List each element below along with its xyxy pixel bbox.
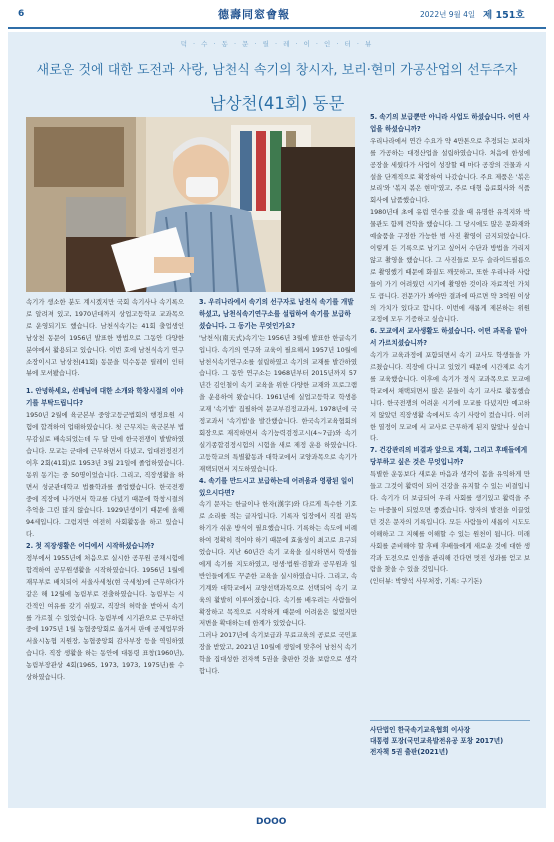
question-1: 1. 안녕하세요, 선배님에 대한 소개와 학창시절의 이야기를 부탁드립니다?	[26, 387, 184, 408]
header-rule	[8, 27, 546, 29]
profile-line-3: 전자책 5권 출판(2021년)	[370, 748, 449, 756]
question-2: 2. 첫 직장생활은 어디에서 시작하셨습니까?	[26, 542, 155, 551]
interview-photo	[26, 117, 355, 292]
headline: 새로운 것에 대한 도전과 사랑, 남천식 속기의 창시자, 보리·현미 가공산업의 선두주자	[36, 63, 518, 78]
answer-4: 속기 문자는 한글이나 한자(漢字)와 다르게 특수한 기호로 소리를 적는 글자입니다. 기록자 입장에서 직접 판독하기가 쉬운 방식이 필요했습니다. 기록하는 속도에 비례하여 정확히 적어야 하기 때문에 효율성이 최고로 요구되었습니다. 지난 60년간 속기 교육을 실시하면서 학생들에게 속기를 지도하였고, 평생·법원·검찰과 공무원과 일반인들에게도 꾸준한 교육을 실시하였습니다. 그리고, 속기계와 대학교에서 교양선택과목으로 선택되어 속기 교육의 활발히 이루어졌습니다. 속기를 배우려는 사람들이 확장하고 목적으로 시작하게 때문에 어려움은 없었지만 저변을 확대하는데 한계가 있었습니다.	[199, 500, 357, 628]
profile-line-2: 대통령 포장(국민교육발전유공 포창 2017년)	[370, 737, 504, 745]
issue-number: 제 151호	[483, 10, 525, 21]
subject-name: 남상천(41회) 동문	[209, 94, 345, 113]
answer-6: 속기가 교육과정에 포함되면서 속기 교사도 학생들을 가르쳤습니다. 직장에 다니고 있었기 때문에 시간제로 속기를 교육했습니다. 이후에 속기가 정식 교과목으로 모교에 학교에서 채택되면서 많은 분들이 속기 교사로 활동했습니다. 한국전쟁의 어려운 시기에 모교를 다녔지만 예고하지 않았던 직장생활 속에서도 속기 사랑이 컸습니다. 이러한 열정이 모교에 서 교사로 근무하게 된지 않았나 싶습니다.	[370, 351, 530, 443]
question-3: 3. 우리나라에서 속기의 선구자로 남천식 속기를 개발하셨고, 남천식속기연구소를 설립하여 속기를 보급하셨습니다. 그 동기는 무엇인가요?	[199, 298, 354, 330]
publication-title: 德壽同窓會報	[218, 8, 290, 21]
column-left	[26, 297, 184, 684]
answer-3: '남천식(南天式)속기'는 1956년 3월에 발표한 한글속기입니다. 속기의 연구와 교육이 필요해서 1957년 10월에 남천식속기연구소를 설립하였고 속기의 교재를 발간하였습니다. 그 동안 연구소는 1968년부터 2015년까지 57년간 김인철이 속기 교육을 위한 다양한 교재와 프로그램을 운용하여 왔습니다. 1961년에 실업고등학교 학생용 교재 '속기법' 집필하여 문교부검정교과서, 1978년에 국정교과서 '속기법'을 발간했습니다. 한국속기교육협회의 회장으로 재직하면서 속기능력검정고시(4~7급)와 속기실기종합검정시험의 시험을 새로 제정 운용 하였습니다. 고등학교의 특별활동과 대학교에서 교양과목으로 속기가 재택되면서 지도하였습니다.	[199, 333, 357, 473]
answer-1: 1950년 2월에 육군본부 중앙고등군법회의 행정요원 시험에 합격하여 업태하였습니다. 첫 근무지는 육군본부 법무감실로 배속되었는데 두 달 만에 한국전쟁이 발발하였습니다. 모교는 군대에 근무하면서 다녔고, 입대전정진기 이후 2회(41회)로 1953년 3월 21일에 졸업하였습니다. 동위 동기는 중 50명이었습니다. 그리고, 직장생활을 하면서 성균관대학교 법률학과를 졸업했습니다. 한국전쟁 중에 직장에 나가면서 학교를 다녔기 때문에 학창시절의 추억을 그린 많지 않습니다. 1929년생이기 때문에 올해 94세입니다. 그럼지만 여전히 사회활동을 하고 있습니다.	[26, 411, 184, 539]
interview-kicker: 덕 · 수 · 동 · 문 · 릴 · 레 · 이 · 인 · 터 · 뷰	[180, 40, 374, 48]
question-6: 6. 모교에서 교사생활도 하셨습니다. 어떤 과목을 맡아서 가르치셨습니까?	[370, 327, 528, 348]
footer-logo: DOOO	[256, 817, 287, 827]
question-7: 7. 건강관리의 비결과 앞으로 계획, 그리고 후배들에게 당부하고 싶은 것은 무엇입니까?	[370, 446, 528, 467]
answer-2: 정부에서 1955년에 처음으로 실시한 공무원 공채시험에 합격하여 공무원생활을 시작하였습니다. 1956년 1월에 재무부로 배치되어 서울사세청(현 국세청)에 근무하다가 같은 해 12월에 농림부로 전출하였습니다. 농림부는 시간적인 여유를 갖기 쉬웠고, 직장의 허락을 받아서 속기를 가르칠 수 있었습니다. 농림부에 시기관으로 근무하던 중에 1975년 1월 농협중앙회로 옮겨서 판매 공제업무와 서울시농협 지원장, 농협중앙회 감사부장 등을 역임하였습니다. 직장 생활을 하는 동안에 대통령 표창(1960년), 농림부장관상 4회(1965, 1973, 1973, 1975년)를 수상하였습니다.	[26, 554, 184, 682]
answer-5: 우리나라에서 연간 수요가 약 4만톤으로 추정되는 보리차를 가공하는 대경산업을 설립하였습니다. 처음에 한성에 공장을 세웠다가 사업이 성장할 때 마다 공장의 건물과 시설을 단계적으로 확장하여 나갔습니다. 주요 제품은 '볶은 보리'와 '볶지 볶은 현미'였고, 주로 대형 음료회사와 식품회사에 납품했습니다.	[370, 136, 530, 205]
page-number: 6	[18, 9, 25, 19]
answer-5-continued: 1980년대 초에 유럽 연수를 갔을 때 유명한 유적지와 박물관도 함께 견학을 했습니다. 그 당시에도 많은 문화재와 예술품을 구경한 가능한 범 사진 촬영이 금지되었습니다. 이렇게 든 기록으로 남기고 싶어서 수단과 방법을 가리지 않고 촬영을 했습니다. 그 사진들로 모두 슬라이드필름으로 촬영했기 때문에 화질도 깨끗하고, 또한 우리나라 사람들이 가기 어려웠던 시기에 촬영한 것이라 자료적인 가치도 큽니다. 전문가가 봐야만 결과에 따르면 약 3억원 이상의 가치가 있다고 합니다. 이번에 새롭게 제본하는 위원 교정에 모두 기증하고 싶습니다.	[370, 208, 530, 324]
page-header	[0, 0, 554, 28]
profile-line-1: 사단법인 한국속기교육협회 이사장	[370, 726, 471, 734]
issue-date: 2022년 9월 4일	[420, 10, 476, 19]
column-middle	[199, 297, 357, 678]
intro-paragraph: 속기가 생소한 분도 계시겠지만 국회 속기사나 속기록으로 알려져 있고, 1970년대까지 상업고등학교 교과목으로 운영되기도 했습니다. 남천식속기는 41회 출업생인 남상천 동문이 1956년 발표한 방법으로 그동안 다양한 분야에서 활용되고 있습니다. 이번 호에 남천식속기 연구소장이시고 남상천(41회) 동문을 덕수동문 릴레이 인터뷰에 모셔봤습니다.	[26, 298, 184, 378]
column-right	[370, 112, 530, 588]
interview-credit: (인터뷰: 박양석 사무처장, 기록: 구기돈)	[370, 577, 483, 586]
answer-4-continued: 그러나 2017년에 속기보급과 무료교육의 공로로 국민포장을 받았고, 2021년 10월에 생일에 맞추어 남천식 속기학을 집대성한 전자책 5권을 출판한 것을 보람으로 생각합니다.	[199, 631, 357, 676]
answer-7: 특별한 운동보다 새로운 마음과 생각이 몸을 유익하게 만들고 그것이 활력이 되어 건강을 유지할 수 있는 비결입니다. 속기가 더 보급되어 우리 사회를 생기있고 활력을 주는 마중물이 되었으면 좋겠습니다. 양자의 발전을 이끌었던 것은 문자의 기록입니다. 모든 사람들이 새롭이 시도도 이해하고 그 지혜를 이해할 수 있는 원천이 됩니다. 미래 사회를 준비해야 할 후배 후배들에게 새로운 것에 대한 생각과 도전으로 인생을 관리해 간다면 멋진 성과를 얻고 보람을 찾을 수 있을 것입니다.	[370, 470, 530, 574]
question-4: 4. 속기를 만드시고 보급하는데 어려움과 영광된 일이 있으시다면?	[199, 476, 354, 497]
question-5: 5. 속기의 보급뿐만 아니라 사업도 하셨습니다. 어떤 사업을 하셨습니까?	[370, 113, 530, 133]
profile-box	[370, 720, 530, 758]
